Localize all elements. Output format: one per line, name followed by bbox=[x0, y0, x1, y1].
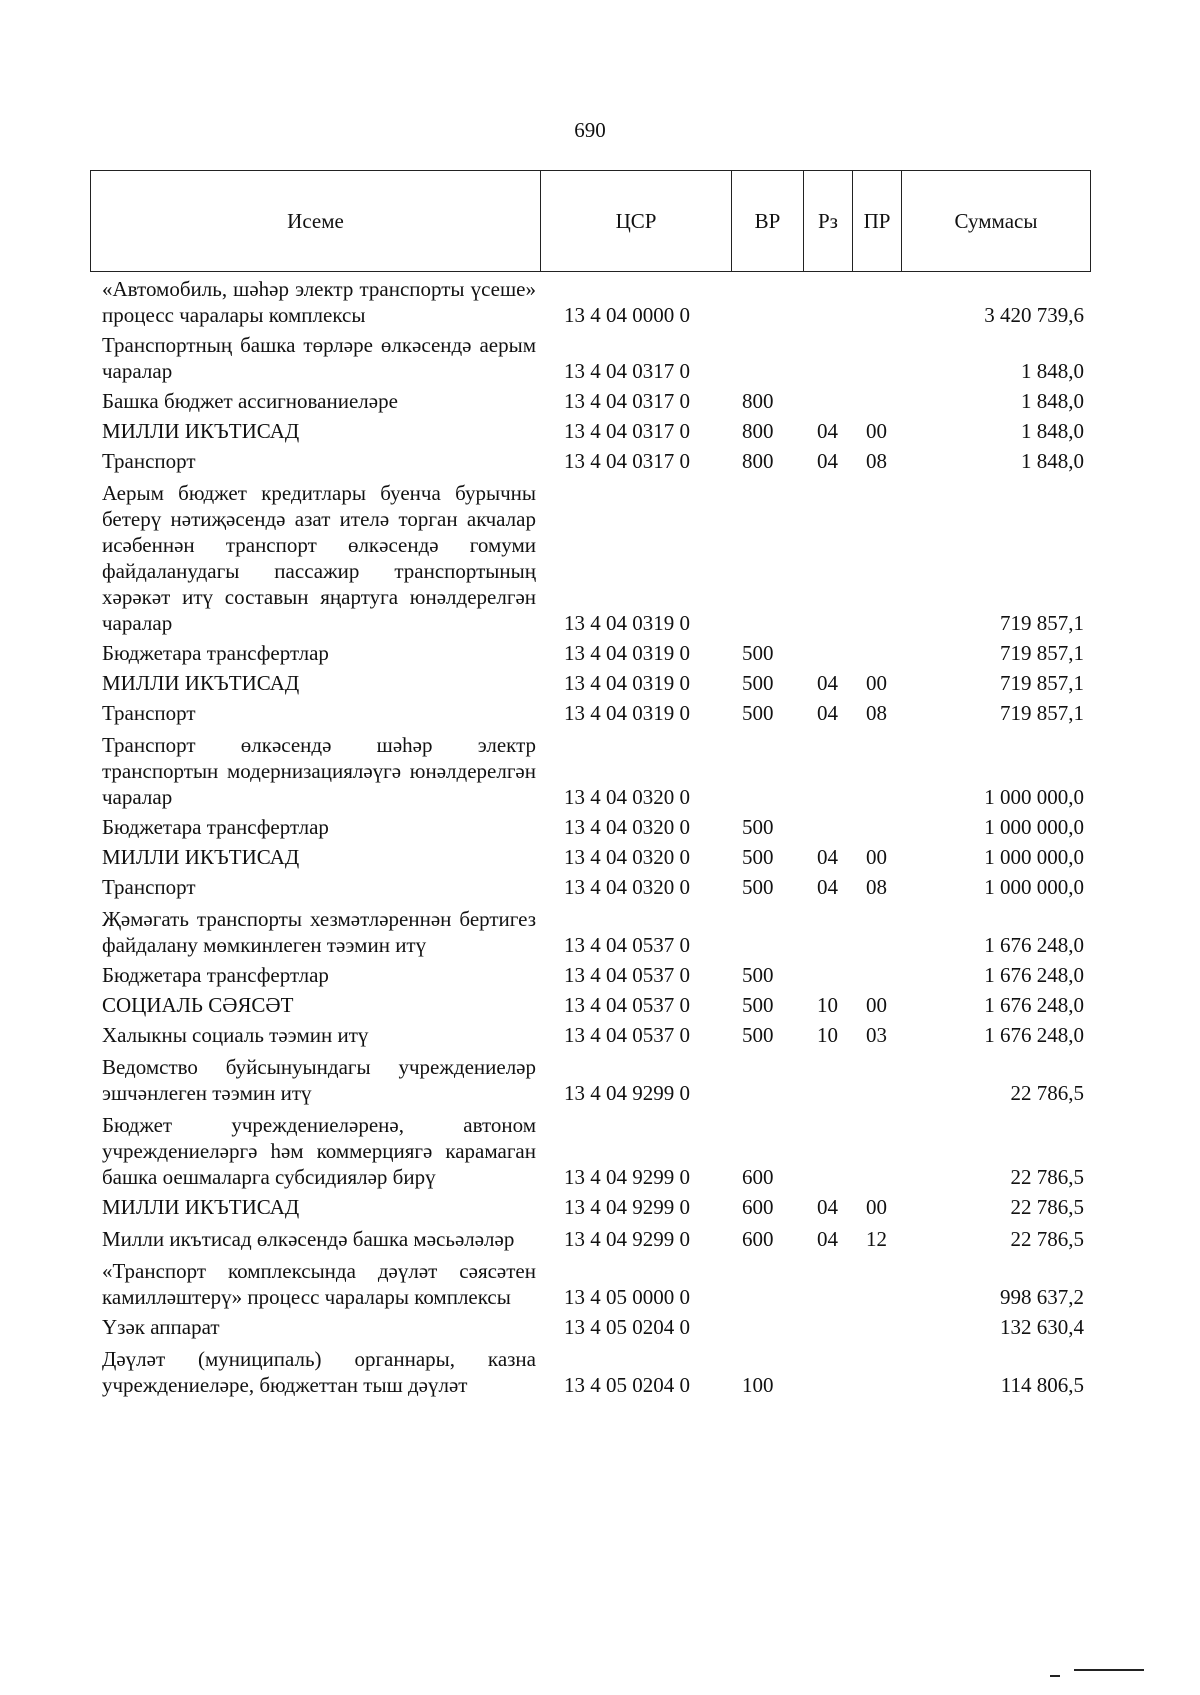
row-vr: 500 bbox=[742, 815, 774, 839]
table-row bbox=[90, 1258, 1090, 1310]
row-name: МИЛЛИ ИКЪТИСАД bbox=[102, 845, 300, 869]
row-name: Транспорт bbox=[102, 701, 196, 725]
row-rz: 04 bbox=[817, 701, 838, 725]
row-sum: 719 857,1 bbox=[1000, 611, 1084, 635]
row-csr: 13 4 04 0319 0 bbox=[564, 611, 690, 635]
table-row bbox=[90, 418, 1090, 444]
page-number: 690 bbox=[574, 118, 606, 142]
row-name: Аерым бюджет кредитлары буенча бурычны бетерү нәтиҗәсендә азат ителә торган акчалар исәбеннән транспорт өлкәсендә гомуми файдаланудагы пассажир транспортының хәрәкәт итү составын яңартуга юнәлдерелгән чаралар bbox=[102, 481, 536, 635]
row-name: Транспорт өлкәсендә шәһәр электр транспортын модернизацияләүгә юнәлдерелгән чаралар bbox=[102, 733, 536, 809]
row-csr: 13 4 04 0537 0 bbox=[564, 963, 690, 987]
row-pr: 00 bbox=[866, 419, 887, 443]
row-name: Җәмәгать транспорты хезмәтләреннән бертигез файдалану мөмкинлеген тәэмин итү bbox=[102, 907, 536, 957]
row-name: Бюджет учреждениеләренә, автоном учреждениеләргә һәм коммерциягә карамаган башка оешмаларга субсидияләр бирү bbox=[102, 1113, 536, 1189]
row-sum: 1 848,0 bbox=[1021, 449, 1084, 473]
table-row bbox=[90, 992, 1090, 1018]
row-vr: 100 bbox=[742, 1373, 774, 1397]
row-sum: 719 857,1 bbox=[1000, 641, 1084, 665]
header-name: Исеме bbox=[91, 171, 541, 272]
row-sum: 1 000 000,0 bbox=[984, 845, 1084, 869]
row-sum: 1 848,0 bbox=[1021, 419, 1084, 443]
row-csr: 13 4 04 0317 0 bbox=[564, 449, 690, 473]
header-vr: ВР bbox=[732, 171, 804, 272]
table-row bbox=[90, 700, 1090, 726]
table-header bbox=[90, 170, 1091, 272]
row-csr: 13 4 04 0320 0 bbox=[564, 875, 690, 899]
table-row bbox=[90, 1112, 1090, 1190]
row-sum: 1 676 248,0 bbox=[984, 933, 1084, 957]
row-vr: 800 bbox=[742, 449, 774, 473]
row-vr: 500 bbox=[742, 641, 774, 665]
row-sum: 114 806,5 bbox=[1000, 1373, 1084, 1397]
row-sum: 3 420 739,6 bbox=[984, 303, 1084, 327]
row-vr: 500 bbox=[742, 875, 774, 899]
row-csr: 13 4 04 0317 0 bbox=[564, 389, 690, 413]
row-name: Үзәк аппарат bbox=[102, 1315, 220, 1339]
header-sum: Суммасы bbox=[902, 171, 1091, 272]
row-rz: 04 bbox=[817, 1227, 838, 1251]
table-row bbox=[90, 1194, 1090, 1220]
row-rz: 04 bbox=[817, 671, 838, 695]
row-csr: 13 4 04 0317 0 bbox=[564, 359, 690, 383]
row-pr: 08 bbox=[866, 449, 887, 473]
row-name: «Транспорт комплексында дәүләт сәясәтен камилләштерү» процесс чаралары комплексы bbox=[102, 1259, 536, 1309]
row-rz: 04 bbox=[817, 419, 838, 443]
row-csr: 13 4 04 9299 0 bbox=[564, 1165, 690, 1189]
row-vr: 500 bbox=[742, 993, 774, 1017]
row-pr: 00 bbox=[866, 671, 887, 695]
row-name: Бюджетара трансфертлар bbox=[102, 815, 329, 839]
row-pr: 00 bbox=[866, 845, 887, 869]
row-rz: 04 bbox=[817, 875, 838, 899]
row-sum: 998 637,2 bbox=[1000, 1285, 1084, 1309]
table-row bbox=[90, 732, 1090, 810]
row-rz: 10 bbox=[817, 1023, 838, 1047]
row-csr: 13 4 04 0319 0 bbox=[564, 701, 690, 725]
row-pr: 00 bbox=[866, 993, 887, 1017]
table-row bbox=[90, 640, 1090, 666]
header-pr: ПР bbox=[853, 171, 902, 272]
row-csr: 13 4 04 0319 0 bbox=[564, 671, 690, 695]
row-sum: 1 676 248,0 bbox=[984, 993, 1084, 1017]
row-name: Милли икътисад өлкәсендә башка мәсьәләләр bbox=[102, 1227, 515, 1251]
row-pr: 03 bbox=[866, 1023, 887, 1047]
table-row bbox=[90, 1022, 1090, 1048]
row-csr: 13 4 04 0537 0 bbox=[564, 993, 690, 1017]
row-sum: 719 857,1 bbox=[1000, 671, 1084, 695]
row-sum: 1 848,0 bbox=[1021, 359, 1084, 383]
row-sum: 1 000 000,0 bbox=[984, 785, 1084, 809]
table-row bbox=[90, 670, 1090, 696]
row-sum: 1 848,0 bbox=[1021, 389, 1084, 413]
row-name: «Автомобиль, шәһәр электр транспорты үсеше» процесс чаралары комплексы bbox=[102, 277, 536, 327]
row-pr: 08 bbox=[866, 875, 887, 899]
row-rz: 10 bbox=[817, 993, 838, 1017]
row-vr: 500 bbox=[742, 701, 774, 725]
row-vr: 600 bbox=[742, 1227, 774, 1251]
row-pr: 00 bbox=[866, 1195, 887, 1219]
row-csr: 13 4 05 0000 0 bbox=[564, 1285, 690, 1309]
row-name: Башка бюджет ассигнованиеләре bbox=[102, 389, 398, 413]
row-sum: 22 786,5 bbox=[1010, 1081, 1084, 1105]
table-row bbox=[90, 276, 1090, 328]
row-csr: 13 4 04 9299 0 bbox=[564, 1195, 690, 1219]
row-name: Дәүләт (муниципаль) органнары, казна учреждениеләре, бюджеттан тыш дәүләт bbox=[102, 1347, 536, 1397]
row-sum: 1 676 248,0 bbox=[984, 963, 1084, 987]
row-csr: 13 4 04 9299 0 bbox=[564, 1081, 690, 1105]
row-sum: 132 630,4 bbox=[1000, 1315, 1084, 1339]
row-sum: 719 857,1 bbox=[1000, 701, 1084, 725]
table-row bbox=[90, 480, 1090, 636]
row-name: Транспортның башка төрләре өлкәсендә аерым чаралар bbox=[102, 333, 536, 383]
row-name: Транспорт bbox=[102, 449, 196, 473]
table-row bbox=[90, 906, 1090, 958]
table-row bbox=[90, 1346, 1090, 1398]
row-sum: 22 786,5 bbox=[1010, 1195, 1084, 1219]
corner-dash bbox=[1050, 1675, 1060, 1677]
row-csr: 13 4 05 0204 0 bbox=[564, 1315, 690, 1339]
row-csr: 13 4 04 0319 0 bbox=[564, 641, 690, 665]
row-vr: 500 bbox=[742, 1023, 774, 1047]
row-name: Бюджетара трансфертлар bbox=[102, 641, 329, 665]
row-vr: 800 bbox=[742, 389, 774, 413]
row-vr: 800 bbox=[742, 419, 774, 443]
table-row bbox=[90, 1054, 1090, 1106]
row-vr: 500 bbox=[742, 671, 774, 695]
row-vr: 500 bbox=[742, 845, 774, 869]
row-pr: 12 bbox=[866, 1227, 887, 1251]
row-csr: 13 4 04 0320 0 bbox=[564, 785, 690, 809]
header-csr: ЦСР bbox=[541, 171, 732, 272]
row-rz: 04 bbox=[817, 449, 838, 473]
header-rz: Рз bbox=[804, 171, 853, 272]
row-sum: 1 000 000,0 bbox=[984, 875, 1084, 899]
row-sum: 22 786,5 bbox=[1010, 1165, 1084, 1189]
row-name: СОЦИАЛЬ СӘЯСӘТ bbox=[102, 993, 294, 1017]
budget-table-body bbox=[90, 272, 1090, 1398]
row-name: МИЛЛИ ИКЪТИСАД bbox=[102, 671, 300, 695]
row-csr: 13 4 04 0000 0 bbox=[564, 303, 690, 327]
table-row bbox=[90, 388, 1090, 414]
row-name: МИЛЛИ ИКЪТИСАД bbox=[102, 419, 300, 443]
table-row bbox=[90, 332, 1090, 384]
row-csr: 13 4 05 0204 0 bbox=[564, 1373, 690, 1397]
row-name: Халыкны социаль тәэмин итү bbox=[102, 1023, 369, 1047]
table-row bbox=[90, 1314, 1090, 1340]
row-vr: 600 bbox=[742, 1165, 774, 1189]
row-vr: 500 bbox=[742, 963, 774, 987]
row-csr: 13 4 04 0537 0 bbox=[564, 1023, 690, 1047]
row-rz: 04 bbox=[817, 1195, 838, 1219]
row-sum: 22 786,5 bbox=[1010, 1227, 1084, 1251]
table-row bbox=[90, 1226, 1090, 1252]
row-sum: 1 676 248,0 bbox=[984, 1023, 1084, 1047]
corner-mark bbox=[1074, 1669, 1144, 1681]
row-csr: 13 4 04 0320 0 bbox=[564, 815, 690, 839]
table-row bbox=[90, 814, 1090, 840]
row-rz: 04 bbox=[817, 845, 838, 869]
row-csr: 13 4 04 9299 0 bbox=[564, 1227, 690, 1251]
table-row bbox=[90, 448, 1090, 474]
row-name: МИЛЛИ ИКЪТИСАД bbox=[102, 1195, 300, 1219]
row-sum: 1 000 000,0 bbox=[984, 815, 1084, 839]
row-vr: 600 bbox=[742, 1195, 774, 1219]
row-csr: 13 4 04 0537 0 bbox=[564, 933, 690, 957]
table-row bbox=[90, 874, 1090, 900]
table-row bbox=[90, 844, 1090, 870]
row-name: Транспорт bbox=[102, 875, 196, 899]
row-name: Бюджетара трансфертлар bbox=[102, 963, 329, 987]
row-csr: 13 4 04 0320 0 bbox=[564, 845, 690, 869]
table-row bbox=[90, 962, 1090, 988]
row-csr: 13 4 04 0317 0 bbox=[564, 419, 690, 443]
row-name: Ведомство буйсынуындагы учреждениеләр эшчәнлеген тәэмин итү bbox=[102, 1055, 536, 1105]
row-pr: 08 bbox=[866, 701, 887, 725]
